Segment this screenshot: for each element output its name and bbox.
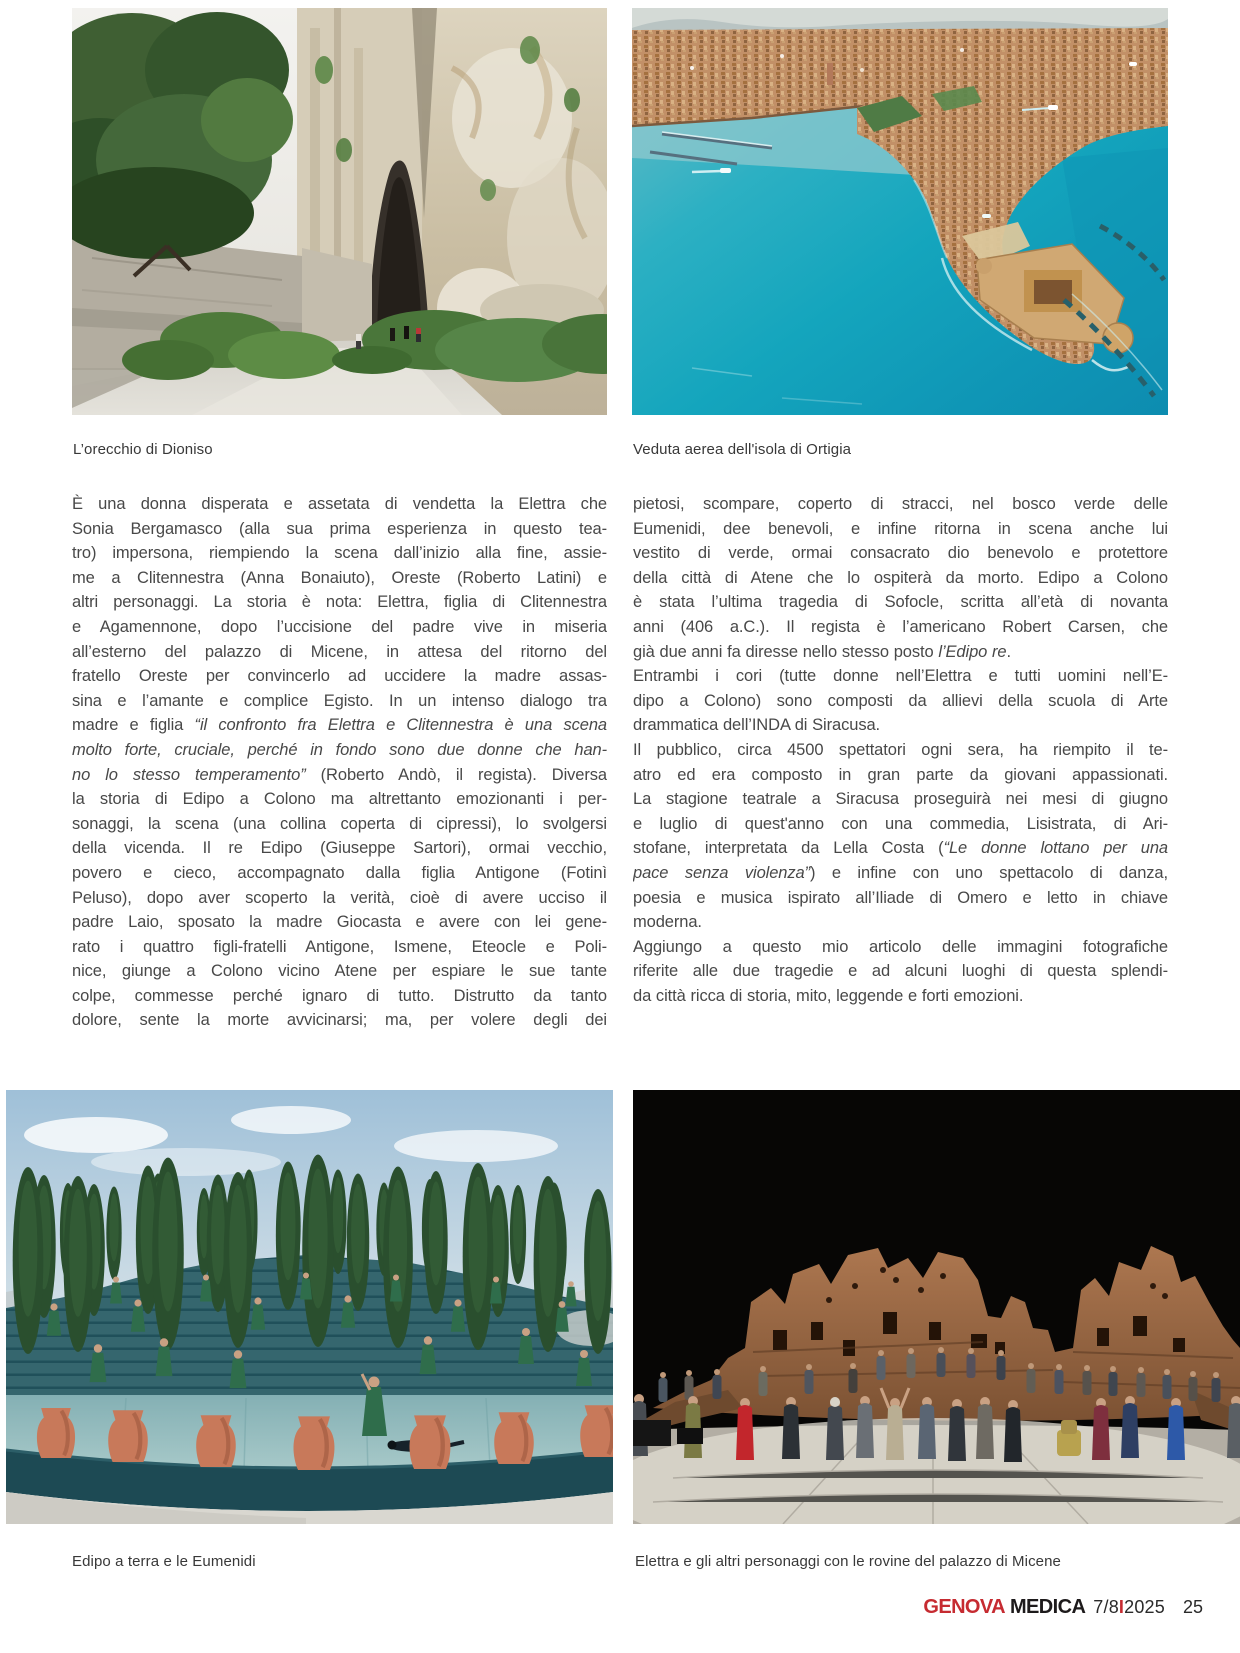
article-column-right [633,492,1168,1008]
article-line: molto forte, cruciale, perché in fondo sono due donne che han- [72,740,607,759]
caption-edipo-eumenidi: Edipo a terra e le Eumenidi [72,1553,256,1570]
article-line: altri personaggi. La storia è nota: Elettra, figlia di Clitennestra [72,593,607,612]
article-line: vestito di verde, ormai consacrato dio benevolo e protettore [633,544,1168,563]
elettra-night-illustration [633,1090,1240,1524]
article-line: Sonia Bergamasco (alla sua prima esperienza in questo tea- [72,519,607,538]
orecchio-illustration [72,8,607,415]
photo-ortigia-aerial [632,8,1168,415]
article-line: pietosi, scompare, coperto di stracci, nel bosco verde delle [633,495,1168,513]
article-line: drammatica dell’INDA di Siracusa. [633,716,881,735]
article-line: atro ed era composto in gran parte da giovani appassionati. [633,765,1168,784]
article-line: stofane, interpretata da Lella Costa (“Le donne lottano per una [633,839,1168,858]
article-line: è stata l’ultima tragedia di Sofocle, scritta all’età di novanta [633,593,1168,612]
article-line: tro) impersona, riempiendo la scena dall’inizio alla fine, assie- [72,544,607,563]
article-line: me a Clitennestra (Anna Bonaiuto), Oreste (Roberto Latini) e [72,568,607,587]
caption-orecchio-di-dioniso: L’orecchio di Dioniso [73,441,213,458]
article-line: colpe, commesse perché ignaro di tutto. Distrutto da tanto [72,986,607,1005]
article-line: no lo stesso temperamento” (Roberto Andò, il regista). Diversa [72,765,607,784]
article-line: Peluso), dopo aver scoperto la verità, cioè di avere ucciso il [72,888,607,907]
article-line: e luglio di quest'anno con una commedia, Lisistrata, di Ari- [633,814,1168,833]
article-line: sonaggi, la scena (una collina coperta di cipressi), lo svolgersi [72,814,607,833]
brand-genova: GENOVA [923,1596,1005,1618]
article-column-left [72,492,607,1033]
article-line: nice, giunge a Colono vicino Atene per espiare le sue tante [72,962,607,981]
article-line: Eumenidi, dee benevoli, e infine ritorna in scena anche lui [633,519,1168,538]
page-number: 25 [1182,1597,1203,1617]
article-line: pace senza violenza”) e infine con uno spettacolo di danza, [633,863,1168,882]
article-line: della vicenda. Il re Edipo (Giuseppe Sartori), ormai vecchio, [72,839,607,858]
caption-elettra-micene: Elettra e gli altri personaggi con le rovine del palazzo di Micene [635,1553,1061,1570]
article-line: Aggiungo a questo mio articolo delle immagini fotografiche [633,937,1168,956]
article-line: riferite alle due tragedie e ad alcuni luoghi di questa splendi- [633,962,1168,981]
photo-elettra-micene [633,1090,1240,1524]
article-line: e Agamennone, dopo l’uccisione del padre vive in miseria [72,617,607,636]
article-line: Il pubblico, circa 4500 spettatori ogni sera, ha riempito il te- [633,740,1168,759]
stage-floor [633,1418,1240,1524]
article-line: padre Laio, sposato la madre Giocasta e avere con lei gene- [72,913,607,932]
brand-medica: MEDICA [1010,1596,1086,1618]
photo-orecchio-di-dioniso [72,8,607,415]
caption-ortigia: Veduta aerea dell'isola di Ortigia [633,441,852,458]
article-line: della città di Atene che lo ospiterà da morto. Edipo a Colono [633,568,1168,587]
ortigia-illustration [632,8,1168,415]
article-line: dolore, sente la morte avvicinarsi; ma, per volere degli dei [72,1011,607,1030]
article-line: La stagione teatrale a Siracusa proseguirà nei mesi di giugno [633,790,1168,809]
article-line: anni (406 a.C.). Il regista è l’americano Robert Carsen, che [633,617,1168,636]
article-line: sina e l’amante e complice Egisto. In un intenso dialogo tra [72,691,607,710]
article-line: all’esterno del palazzo di Micene, in attesa del ritorno del [72,642,607,661]
article-line: dipo a Colono) sono composti da allievi della scuola di Arte [633,691,1168,710]
issue-date: 7/8I2025 [1093,1597,1165,1617]
article-line: da città ricca di storia, mito, leggende e forti emozioni. [633,986,1024,1005]
article-line: moderna. [633,913,702,932]
edipo-stage-illustration [6,1090,613,1524]
article-line: la storia di Edipo a Colono ma altrettanto emozionanti i per- [72,790,607,809]
article-line: rato i quattro figli-fratelli Antigone, Ismene, Eteocle e Poli- [72,937,607,956]
article-line: già due anni fa diresse nello stesso posto l’Edipo re. [633,642,1011,661]
page-footer [923,1596,1203,1619]
issue-separator: I [1118,1597,1125,1617]
article-line: fratello Oreste per convincerlo ad uccidere la madre assas- [72,667,607,686]
photo-edipo-stage [6,1090,613,1524]
article-line: È una donna disperata e assetata di vendetta la Elettra che [72,495,607,513]
article-line: povero e cieco, accompagnato dalla figlia Antigone (Fotinì [72,863,607,882]
article-line: madre e figlia “il confronto fra Elettra e Clitennestra è una scena [72,716,607,735]
article-line: Entrambi i cori (tutte donne nell’Elettra e tutti uomini nell’E- [633,667,1168,686]
article-line: poesia e musica ispirato all’Iliade di Omero e letto in chiave [633,888,1168,907]
